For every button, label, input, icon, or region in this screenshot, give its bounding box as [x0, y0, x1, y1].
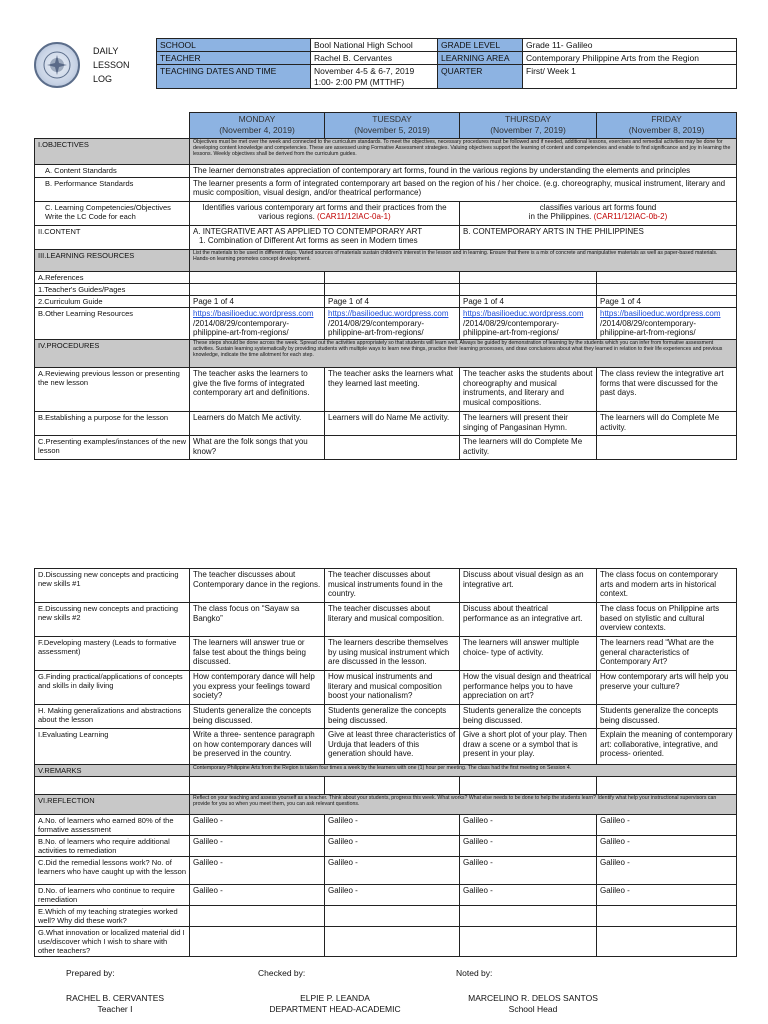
resource-link[interactable]: https://basilioeduc.wordpress.com [193, 309, 314, 319]
examples-monday: What are the folk songs that you know? [190, 436, 325, 460]
day-header-thursday [460, 113, 597, 139]
empty-cell [460, 906, 597, 927]
empty-cell [460, 777, 597, 795]
reflection-d-monday: Galileo - [190, 885, 325, 906]
reflection-d-thursday: Galileo - [460, 885, 597, 906]
curriculum-guide-value: Page 1 of 4 [190, 295, 325, 308]
dates-label: TEACHING DATES AND TIME [157, 65, 311, 89]
teacher-label: TEACHER [157, 52, 311, 65]
empty-cell [325, 283, 460, 295]
review-friday: The class review the integrative art forms that were discussed for the past days. [597, 368, 737, 412]
dates-line: November 4-5 & 6-7, 2019 [314, 66, 415, 77]
deped-seal-icon [34, 42, 80, 88]
doc-title-line: DAILY [93, 46, 119, 56]
examples-tuesday [325, 436, 460, 460]
references-label: A.References [35, 271, 190, 283]
noted-by-signature [448, 993, 618, 1014]
reflection-c-monday: Galileo - [190, 857, 325, 885]
content-standards-value: The learner demonstrates appreciation of contemporary art forms, found in the various regions by understanding the elements and principles [190, 165, 737, 178]
teachers-guide-label: 1.Teacher's Guides/Pages [35, 283, 190, 295]
curriculum-guide-value: Page 1 of 4 [460, 295, 597, 308]
competency-b-line [463, 212, 733, 222]
resource-link-path: philippine-art-from-regions/ [328, 328, 424, 338]
discussing-2-label: E.Discussing new concepts and practicing new skills #2 [35, 603, 190, 637]
examples-thursday: The learners will do Complete Me activity. [460, 436, 597, 460]
day-name: FRIDAY [651, 114, 682, 124]
generalization-tuesday: Students generalize the concepts being discussed. [325, 705, 460, 729]
day-date: (November 5, 2019) [354, 124, 430, 135]
content-label: II.CONTENT [35, 225, 190, 249]
resource-link-path: philippine-art-from-regions/ [463, 328, 559, 338]
resource-link-path: /2014/08/29/contemporary- [328, 318, 425, 328]
mastery-thursday: The learners will answer multiple choice- type of activity. [460, 637, 597, 671]
reflection-b-label: B.No. of learners who require additional activities to remediation [35, 836, 190, 857]
resource-link[interactable]: https://basilioeduc.wordpress.com [328, 309, 449, 319]
empty-cell [597, 283, 737, 295]
objectives-label: I.OBJECTIVES [35, 139, 190, 165]
doc-title-line: LOG [93, 74, 113, 84]
purpose-tuesday: Learners will do Name Me activity. [325, 412, 460, 436]
remarks-label: V.REMARKS [35, 765, 190, 777]
reflection-g-label: G.What innovation or localized material did I use/discover which I wish to share with other teachers? [35, 927, 190, 957]
other-resources-label: B.Other Learning Resources [35, 308, 190, 340]
competency-a-line [193, 212, 456, 222]
day-name: THURSDAY [504, 114, 552, 124]
time-line: 1:00- 2:00 PM (MTTHF) [314, 76, 405, 87]
doc-title [93, 44, 130, 86]
noted-by-label: Noted by: [456, 968, 493, 978]
discussing-1-label: D.Discussing new concepts and practicing new skills #1 [35, 569, 190, 603]
curriculum-guide-value: Page 1 of 4 [597, 295, 737, 308]
reflection-b-thursday: Galileo - [460, 836, 597, 857]
competency-a-text: various regions. [258, 212, 315, 222]
reflection-e-label: E.Which of my teaching strategies worked well? Why did these work? [35, 906, 190, 927]
reflection-d-tuesday: Galileo - [325, 885, 460, 906]
application-friday: How contemporary arts will help you preserve your culture? [597, 671, 737, 705]
day-date: (November 4, 2019) [219, 124, 295, 135]
competencies-label-line: Write the LC Code for each [45, 211, 136, 221]
checked-name: ELPIE P. LEANDA [300, 993, 370, 1003]
reflection-b-tuesday: Galileo - [325, 836, 460, 857]
generalization-friday: Students generalize the concepts being discussed. [597, 705, 737, 729]
procedures-note: These steps should be done across the week. Spread out the activities appropriately so that students will learn well. Always be guided by demonstration of learning by the students which you can infer from formative assessment activities. Sustain learning systematically by providing students with multiple ways to learn new things, practice their learning processes, and draw conclusions about what they learned in relation to their life experiences and previous knowledge, indicate the time allotment for each step. [190, 340, 737, 368]
evaluation-tuesday: Give at least three characteristics of Urduja that leaders of this generation should have. [325, 729, 460, 765]
content-standards-label: A. Content Standards [35, 165, 190, 178]
review-thursday: The teacher asks the students about choreography and musical instruments, and literary and musical compositions. [460, 368, 597, 412]
resource-link-path: /2014/08/29/contemporary- [600, 318, 697, 328]
empty-cell [597, 927, 737, 957]
resource-link-cell [597, 308, 737, 340]
resources-label: III.LEARNING RESOURCES [35, 249, 190, 271]
corner-cell [35, 113, 190, 139]
empty-cell [597, 271, 737, 283]
competency-a [190, 201, 460, 225]
resources-note: List the materials to be used in different days. Varied sources of materials sustain children's interest in the lesson and in learning. Ensure that there is a mix of concrete and manipulative materials as well as paper-based materials. Hands-on learning promotes concept development. [190, 249, 737, 271]
objectives-note: Objectives must be met over the week and connected to the curriculum standards. To meet the objectives, necessary procedures must be followed and if needed, additional lessons, exercises and remedial activities may be done for developing content knowledge and competencies. These are assessed using Formative Assessment strategies. Valuing objectives support the learning of content and competencies and enable to find significance and joy in learning the lessons. Weekly objectives shall be derived from the curriculum guides. [190, 139, 737, 165]
examples-label: C.Presenting examples/instances of the new lesson [35, 436, 190, 460]
application-thursday: How the visual design and theatrical performance helps you to have appreciation on art? [460, 671, 597, 705]
resource-link-path: philippine-art-from-regions/ [193, 328, 289, 338]
empty-cell [325, 777, 460, 795]
resource-link-path: /2014/08/29/contemporary- [193, 318, 290, 328]
content-b: B. CONTEMPORARY ARTS IN THE PHILIPPINES [460, 225, 737, 249]
discussing-1-monday: The teacher discusses about Contemporary dance in the regions. [190, 569, 325, 603]
lesson-table-page2 [34, 568, 737, 957]
resource-link-path: /2014/08/29/contemporary- [463, 318, 560, 328]
empty-cell [460, 271, 597, 283]
empty-cell [190, 927, 325, 957]
checked-by-label: Checked by: [258, 968, 306, 978]
prepared-by-label: Prepared by: [66, 968, 115, 978]
remarks-note: Contemporary Philippine Arts from the Region is taken four times a week by the learners with one (1) hour per meeting. The class had the first meeting on Session 4. [190, 765, 737, 777]
empty-cell [325, 906, 460, 927]
mastery-tuesday: The learners describe themselves by using musical instrument which are discussed in the lesson. [325, 637, 460, 671]
content-a-sub: 1. Combination of Different Art forms as seen in Modern times [199, 236, 418, 246]
generalization-monday: Students generalize the concepts being discussed. [190, 705, 325, 729]
reflection-d-label: D.No. of learners who continue to require remediation [35, 885, 190, 906]
application-tuesday: How musical instruments and literary and musical composition boost your nationalism? [325, 671, 460, 705]
quarter-value: First/ Week 1 [523, 65, 737, 89]
school-label: SCHOOL [157, 39, 311, 52]
checked-title: DEPARTMENT HEAD-ACADEMIC [269, 1003, 401, 1014]
competency-b-line: classifies various art forms found [539, 202, 657, 212]
mastery-monday: The learners will answer true or false test about the things being discussed. [190, 637, 325, 671]
application-monday: How contemporary dance will help you express your feelings toward society? [190, 671, 325, 705]
resource-link[interactable]: https://basilioeduc.wordpress.com [463, 309, 584, 319]
competency-b [460, 201, 737, 225]
resource-link-cell [460, 308, 597, 340]
purpose-monday: Learners do Match Me activity. [190, 412, 325, 436]
reflection-a-monday: Galileo - [190, 815, 325, 836]
discussing-1-thursday: Discuss about visual design as an integrative art. [460, 569, 597, 603]
resource-link-cell [325, 308, 460, 340]
reflection-label: VI.REFLECTION [35, 795, 190, 815]
empty-cell [460, 927, 597, 957]
competency-b-text: in the Philippines. [528, 212, 592, 222]
header-table [156, 38, 737, 89]
generalization-thursday: Students generalize the concepts being discussed. [460, 705, 597, 729]
empty-cell [597, 906, 737, 927]
competency-a-line: Identifies various contemporary art forms and their practices from the [202, 202, 447, 212]
content-a [190, 225, 460, 249]
discussing-2-thursday: Discuss about theatrical performance as an integrative art. [460, 603, 597, 637]
discussing-1-tuesday: The teacher discusses about musical instruments found in the country. [325, 569, 460, 603]
discussing-1-friday: The class focus on contemporary arts and modern arts in historical context. [597, 569, 737, 603]
empty-cell [325, 271, 460, 283]
application-label: G.Finding practical/applications of concepts and skills in daily living [35, 671, 190, 705]
teacher-value: Rachel B. Cervantes [311, 52, 438, 65]
day-header-friday [597, 113, 737, 139]
noted-title: School Head [508, 1003, 558, 1014]
purpose-friday: The learners will do Complete Me activity. [597, 412, 737, 436]
day-header-monday [190, 113, 325, 139]
evaluation-label: I.Evaluating Learning [35, 729, 190, 765]
evaluation-thursday: Give a short plot of your play. Then draw a scene or a symbol that is present in your play. [460, 729, 597, 765]
day-date: (November 8, 2019) [628, 124, 705, 135]
day-name: TUESDAY [372, 114, 412, 124]
day-date: (November 7, 2019) [490, 124, 566, 135]
reflection-a-tuesday: Galileo - [325, 815, 460, 836]
discussing-2-friday: The class focus on Philippine arts based on stylistic and cultural overview contexts. [597, 603, 737, 637]
prepared-by-signature [40, 993, 190, 1014]
reflection-c-friday: Galileo - [597, 857, 737, 885]
reflection-b-friday: Galileo - [597, 836, 737, 857]
evaluation-friday: Explain the meaning of contemporary art: collaborative, integrative, and process- oriented. [597, 729, 737, 765]
discussing-2-monday: The class focus on “Sayaw sa Bangko” [190, 603, 325, 637]
mastery-label: F.Developing mastery (Leads to formative assessment) [35, 637, 190, 671]
reflection-a-label: A.No. of learners who earned 80% of the formative assessment [35, 815, 190, 836]
quarter-label: QUARTER [438, 65, 523, 89]
performance-standards-value: The learner presents a form of integrated contemporary art based on the region of his / her choice. (e.g. choreography, musical instrument, literary and music composition, visual design, and/or theatrical performance) [190, 177, 737, 201]
empty-cell [35, 777, 190, 795]
empty-cell [190, 906, 325, 927]
purpose-thursday: The learners will present their singing of Pangasinan Hymn. [460, 412, 597, 436]
resource-link-cell [190, 308, 325, 340]
learning-area-label: LEARNING AREA [438, 52, 523, 65]
resource-link[interactable]: https://basilioeduc.wordpress.com [600, 309, 721, 319]
evaluation-monday: Write a three- sentence paragraph on how contemporary dances will be preserved in the country. [190, 729, 325, 765]
generalization-label: H. Making generalizations and abstractions about the lesson [35, 705, 190, 729]
reflection-c-label: C.Did the remedial lessons work? No. of learners who have caught up with the lesson [35, 857, 190, 885]
mastery-friday: The learners read “What are the general characteristics of Contemporary Art? [597, 637, 737, 671]
review-monday: The teacher asks the learners to give the five forms of integrated contemporary art and definitions. [190, 368, 325, 412]
competency-b-code: (CAR11/12IAC-0b-2) [593, 212, 668, 222]
examples-friday [597, 436, 737, 460]
review-tuesday: The teacher asks the learners what they learned last meeting. [325, 368, 460, 412]
grade-level-label: GRADE LEVEL [438, 39, 523, 52]
curriculum-guide-label: 2.Curriculum Guide [35, 295, 190, 308]
purpose-label: B.Establishing a purpose for the lesson [35, 412, 190, 436]
review-label: A.Reviewing previous lesson or presenting the new lesson [35, 368, 190, 412]
performance-standards-label: B. Performance Standards [35, 177, 190, 201]
reflection-c-tuesday: Galileo - [325, 857, 460, 885]
curriculum-guide-value: Page 1 of 4 [325, 295, 460, 308]
empty-cell [325, 927, 460, 957]
learning-area-value: Contemporary Philippine Arts from the Region [523, 52, 737, 65]
competencies-label-line: C. Learning Competencies/Objectives [45, 202, 171, 212]
content-a-title: A. INTEGRATIVE ART AS APPLIED TO CONTEMPORARY ART [193, 226, 423, 236]
doc-title-line: LESSON [93, 60, 130, 70]
reflection-b-monday: Galileo - [190, 836, 325, 857]
discussing-2-tuesday: The teacher discusses about literary and musical composition. [325, 603, 460, 637]
reflection-a-thursday: Galileo - [460, 815, 597, 836]
competency-a-code: (CAR11/12IAC-0a-1) [317, 212, 391, 222]
prepared-name: RACHEL B. CERVANTES [65, 993, 165, 1003]
day-name: MONDAY [238, 114, 276, 124]
empty-cell [190, 283, 325, 295]
competencies-label [35, 201, 190, 225]
dates-value [311, 65, 438, 89]
empty-cell [190, 271, 325, 283]
empty-cell [190, 777, 325, 795]
reflection-c-thursday: Galileo - [460, 857, 597, 885]
prepared-title: Teacher I [97, 1003, 133, 1014]
reflection-d-friday: Galileo - [597, 885, 737, 906]
school-value: Bool National High School [311, 39, 438, 52]
reflection-a-friday: Galileo - [597, 815, 737, 836]
resource-link-path: philippine-art-from-regions/ [600, 328, 696, 338]
empty-cell [460, 283, 597, 295]
reflection-note: Reflect on your teaching and assess yourself as a teacher. Think about your students, progress this week. What works? What else needs to be done to help the students learn? Identify what help your instructional supervisors can provide for you so when you meet them, you can ask relevant questions. [190, 795, 737, 815]
lesson-table-page1 [34, 112, 737, 460]
empty-cell [597, 777, 737, 795]
day-header-tuesday [325, 113, 460, 139]
noted-name: MARCELINO R. DELOS SANTOS [468, 993, 598, 1003]
procedures-label: IV.PROCEDURES [35, 340, 190, 368]
checked-by-signature [250, 993, 420, 1014]
grade-level-value: Grade 11- Galileo [523, 39, 737, 52]
